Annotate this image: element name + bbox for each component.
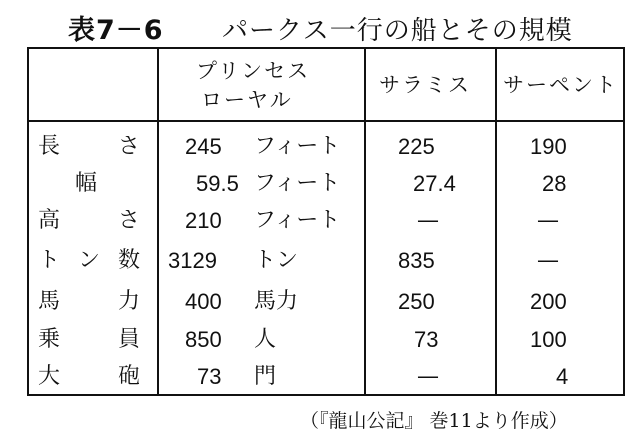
header-serpent: サーペント	[503, 73, 618, 97]
header-princess-royal: プリンセス	[196, 59, 311, 83]
row-label: 乗	[38, 327, 61, 352]
princess-royal-value: 210	[185, 208, 222, 233]
row-label: 高	[38, 208, 61, 233]
row-label: 員	[118, 327, 141, 352]
salamis-value: —	[417, 208, 439, 233]
princess-royal-unit: 人	[254, 327, 277, 352]
row-label: 幅	[75, 171, 98, 196]
serpent-value: 190	[530, 134, 567, 159]
table-caption: パークス一行の船とその規模	[222, 16, 573, 46]
serpent-value: 28	[542, 171, 567, 196]
column-divider	[364, 47, 366, 396]
princess-royal-value: 400	[185, 289, 222, 314]
table-title	[0, 6, 640, 46]
column-divider	[495, 47, 497, 396]
princess-royal-unit: 門	[254, 364, 277, 389]
header-princess-royal-line2: ローヤル	[201, 88, 293, 112]
salamis-value: —	[417, 364, 439, 389]
princess-royal-unit: フィート	[254, 171, 341, 196]
row-label: ト	[38, 248, 61, 273]
princess-royal-value: 3129	[168, 248, 217, 273]
serpent-value: —	[537, 248, 559, 273]
row-label: 数	[118, 248, 141, 273]
row-label: 大	[38, 364, 61, 389]
princess-royal-unit: フィート	[254, 134, 341, 159]
serpent-value: 4	[556, 364, 569, 389]
salamis-value: 835	[398, 248, 435, 273]
princess-royal-unit: トン	[254, 248, 299, 273]
row-label: 砲	[118, 364, 141, 389]
princess-royal-value: 245	[185, 134, 222, 159]
princess-royal-unit: フィート	[254, 208, 341, 233]
princess-royal-unit: 馬力	[254, 289, 299, 314]
princess-royal-value: 73	[197, 364, 222, 389]
table-number: 表7－6	[68, 15, 164, 46]
row-label: 長	[38, 134, 61, 159]
row-label: ン	[78, 248, 101, 273]
salamis-value: 27.4	[413, 171, 456, 196]
serpent-value: 100	[530, 327, 567, 352]
princess-royal-value: 59.5	[196, 171, 239, 196]
princess-royal-value: 850	[185, 327, 222, 352]
header-salamis: サラミス	[379, 73, 471, 97]
salamis-value: 73	[414, 327, 439, 352]
row-label: 馬	[38, 289, 61, 314]
serpent-value: —	[537, 208, 559, 233]
header-divider	[27, 120, 625, 122]
column-divider	[157, 47, 159, 396]
source-note: （『龍山公記』 巻11より作成）	[300, 410, 568, 432]
salamis-value: 225	[398, 134, 435, 159]
row-label: さ	[118, 208, 141, 233]
serpent-value: 200	[530, 289, 567, 314]
row-label: さ	[118, 134, 141, 159]
row-label: 力	[118, 289, 141, 314]
salamis-value: 250	[398, 289, 435, 314]
